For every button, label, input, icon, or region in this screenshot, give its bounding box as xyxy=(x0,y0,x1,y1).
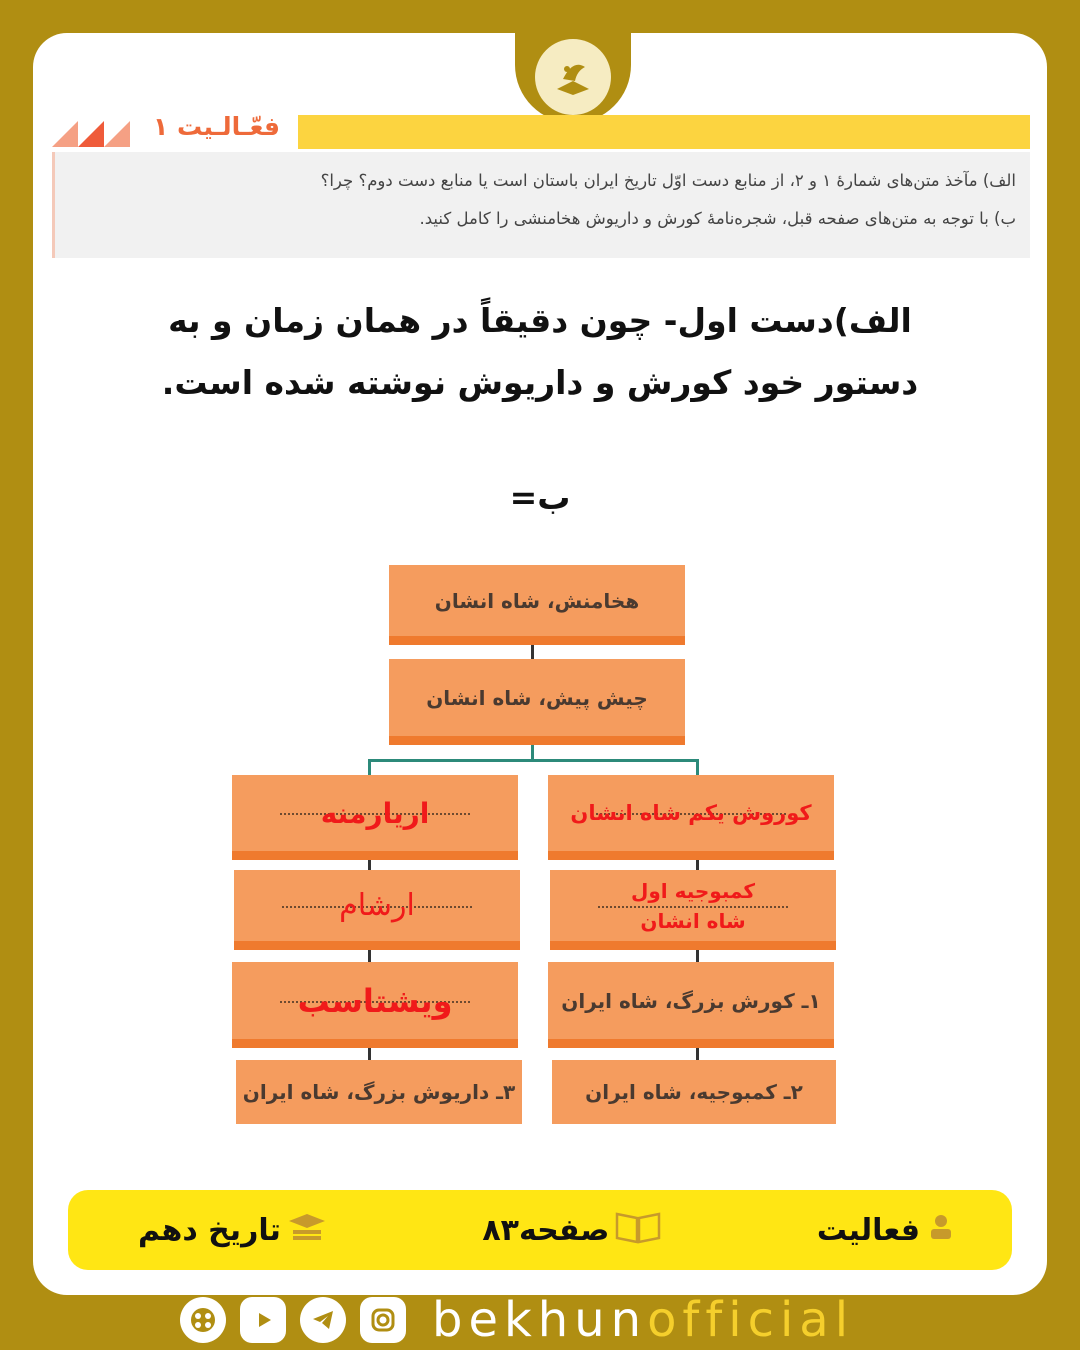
brand-part-1: bekhun xyxy=(432,1292,648,1348)
footer-bar xyxy=(68,1190,1012,1270)
footer-activity xyxy=(817,1212,956,1249)
footer-activity-label: فعالیت xyxy=(816,1212,920,1248)
tree-node-label: هخامنش، شاه انشان xyxy=(434,588,640,613)
activity-question-box xyxy=(52,152,1030,258)
activity-question-a: الف) مآخذ متن‌های شمارهٔ ۱ و ۲، از منابع دست اوّل تاریخ ایران باستان است یا منابع دست دوم؟ چرا؟ xyxy=(320,171,1016,190)
tree-answer-cyrus-i: کوروش یکم شاه انشان xyxy=(570,801,812,825)
open-book-icon xyxy=(615,1210,661,1251)
tree-answer-ariaramnes: اریارمنه xyxy=(320,796,430,830)
aparat-icon[interactable] xyxy=(180,1297,226,1343)
activity-triangle-icon xyxy=(78,121,104,147)
footer-book xyxy=(138,1211,327,1250)
tree-answer-cambyses-i-line1: کمبوجیه اول xyxy=(630,878,756,903)
tree-answer-cambyses-i-line2: شاه انشان xyxy=(640,908,746,933)
activity-title: فعّـالـیت ۱ xyxy=(153,112,280,141)
telegram-icon[interactable] xyxy=(300,1297,346,1343)
activity-header-bar xyxy=(298,115,1030,149)
tree-node-label: چیش پیش، شاه انشان xyxy=(426,685,648,710)
logo-badge xyxy=(515,33,631,123)
brand-handle xyxy=(432,1292,854,1348)
teacher-icon xyxy=(926,1212,956,1249)
youtube-icon[interactable] xyxy=(240,1297,286,1343)
footer-page xyxy=(482,1210,661,1251)
answer-b-label: ب= xyxy=(509,478,571,517)
brand-part-2: official xyxy=(647,1292,855,1348)
footer-book-label: تاریخ دهم xyxy=(138,1212,281,1248)
instagram-icon[interactable] xyxy=(360,1297,406,1343)
tree-answer-arsames: ارشام xyxy=(339,888,415,923)
tree-node-label: ۳ـ داریوش بزرگ، شاه ایران xyxy=(242,1080,516,1104)
graduation-cap-icon xyxy=(287,1211,327,1250)
tree-node-label: ۱ـ کورش بزرگ، شاه ایران xyxy=(561,988,821,1013)
activity-triangle-icon xyxy=(52,121,78,147)
tree-node-label: ۲ـ کمبوجیه، شاه ایران xyxy=(585,1080,803,1104)
answer-text xyxy=(80,290,1000,414)
answer-line-2: دستور خود کورش و داریوش نوشته شده است. xyxy=(161,363,919,402)
bekhun-logo-icon xyxy=(535,39,611,115)
tree-answer-hystaspes: ویشتاسب xyxy=(297,981,453,1020)
activity-triangle-icon xyxy=(104,121,130,147)
activity-question-b: ب) با توجه به متن‌های صفحه قبل، شجره‌نامهٔ کورش و داریوش هخامنشی را کامل کنید. xyxy=(419,209,1016,228)
social-bar xyxy=(180,1292,920,1348)
footer-page-label: صفحه۸۳ xyxy=(482,1212,610,1248)
answer-line-1: الف)دست اول- چون دقیقاً در همان زمان و به xyxy=(168,301,912,340)
